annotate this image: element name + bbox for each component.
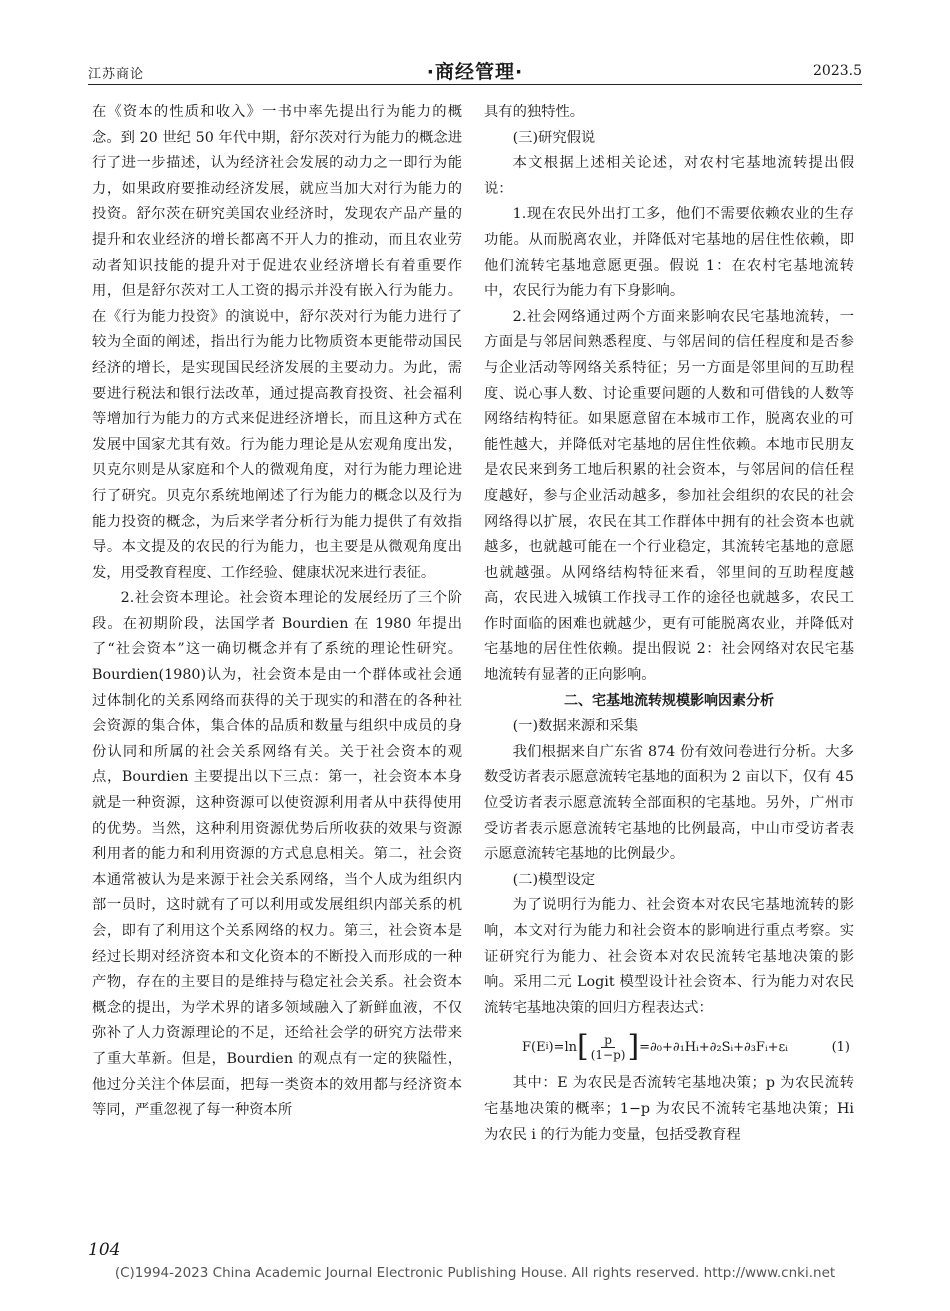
- equation-lhs-end: )=ln: [548, 1039, 577, 1055]
- page-number: 104: [88, 1240, 121, 1260]
- body-paragraph: 为了说明行为能力、社会资本对农民宅基地流转的影响，本文对行为能力和社会资本的影响进行重点考察。实证研究行为能力、社会资本对农民流转宅基地决策的影响。采用二元 Logit 模型设计社会资本、行为能力对农民流转宅基地决策的回归方程表达式：: [484, 897, 854, 1016]
- body-paragraph: 1.现在农民外出打工多，他们不需要依赖农业的生存功能。从而脱离农业，并降低对宅基地的居住性依赖，即他们流转宅基地意愿更强。假说 1：在农村宅基地流转中，农民行为能力有下身影响。: [484, 206, 854, 300]
- subsection-heading: (一)数据来源和采集: [512, 718, 639, 735]
- equation-lhs: F(E: [522, 1039, 546, 1055]
- section-heading: 二、宅基地流转规模影响因素分析: [564, 692, 774, 709]
- header-divider: [88, 84, 862, 85]
- left-column: [92, 100, 462, 1124]
- fraction-numerator: p: [601, 1033, 615, 1048]
- issue-number: 2023.5: [813, 63, 862, 79]
- fraction-denominator: (1−p): [590, 1047, 626, 1062]
- left-bracket: [: [576, 1029, 589, 1065]
- body-paragraph: 本文根据上述相关论述，对农村宅基地流转提出假说：: [484, 155, 854, 197]
- body-paragraph: 我们根据来自广东省 874 份有效问卷进行分析。大多数受访者表示愿意流转宅基地的面积为 2 亩以下，仅有 45 位受访者表示愿意流转全部面积的宅基地。另外，广州市受访者表示愿意流转宅基地的比例最高，中山市受访者表示愿意流转宅基地的比例最少。: [484, 743, 854, 863]
- body-paragraph: 具有的独特性。: [484, 104, 585, 120]
- equation-rhs: =∂₀+∂₁Hᵢ+∂₂Sᵢ+∂₃Fᵢ+εᵢ: [639, 1039, 788, 1055]
- section-title: ·商经管理·: [426, 61, 524, 83]
- right-column: [484, 100, 854, 1148]
- body-paragraph: 其中：E 为农民是否流转宅基地决策；p 为农民流转宅基地决策的概率；1−p 为农民不流转宅基地决策；Hi 为农民 i 的行为能力变量，包括受教育程: [484, 1075, 854, 1143]
- body-paragraph: 2.社会资本理论。社会资本理论的发展经历了三个阶段。在初期阶段，法国学者 Bourdien 在 1980 年提出了“社会资本”这一确切概念并有了系统的理论性研究。Bourdien(1980)认为，社会资本是由一个群体或社会通过体制化的关系网络而获得的关于现实的和潜在的各种社会资源的集合体，集合体的品质和数量与组织中成员的身份认同和所属的社会关系网络有关。关于社会资本的观点，Bourdien 主要提出以下三点：第一，社会资本本身就是一种资源，这种资源可以使资源利用者从中获得使用的优势。当然，这种利用资源优势后所收获的效果与资源利用者的能力和利用资源的方式息息相关。第二，社会资本通常被认为是来源于社会关系网络，当个人成为组织内部一员时，这时就有了可以利用或发展组织内部关系的机会，即有了利用这个关系网络的权力。第三，社会资本是经过长期对经济资本和文化资本的不断投入而形成的一种产物，存在的主要目的是维持与稳定社会关系。社会资本概念的提出，为学术界的诸多领域融入了新鲜血液，不仅弥补了人力资源理论的不足，还给社会学的研究方法带来了重大革新。但是，Bourdien 的观点有一定的狭隘性，他过分关注个体层面，把每一类资本的效用都与经济资本等同，严重忽视了每一种资本所: [92, 590, 462, 1119]
- equation-lhs-subscript: i: [545, 1041, 549, 1052]
- equation-fraction: [591, 1033, 626, 1062]
- right-bracket: ]: [627, 1029, 640, 1065]
- regression-equation: [484, 1025, 854, 1069]
- body-paragraph: 在《资本的性质和收入》一书中率先提出行为能力的概念。到 20 世纪 50 年代中期，舒尔茨对行为能力的概念进行了进一步描述，认为经济社会发展的动力之一即行为能力，如果政府要推动经济发展，就应当加大对行为能力的投资。舒尔茨在研究美国农业经济时，发现农产品产量的提升和农业经济的增长都离不开人力的推动，而且农业劳动者知识技能的提升对于促进农业经济增长有着重要作用，但是舒尔茨对工人工资的揭示并没有嵌入行为能力。在《行为能力投资》的演说中，舒尔茨对行为能力进行了较为全面的阐述，指出行为能力比物质资本更能带动国民经济的增长，是实现国民经济发展的主要动力。为此，需要进行税法和银行法改革，通过提高教育投资、社会福利等增加行为能力的方式来促进经济增长，而且这种方式在发展中国家尤其有效。行为能力理论是从宏观角度出发，贝克尔则是从家庭和个人的微观角度，对行为能力理论进行了研究。贝克尔系统地阐述了行为能力的概念以及行为能力投资的概念，为后来学者分析行为能力提供了有效指导。本文提及的农民的行为能力，也主要是从微观角度出发，用受教育程度、工作经验、健康状况来进行表征。: [92, 104, 462, 581]
- journal-name: 江苏商论: [88, 67, 145, 82]
- subsection-heading: (三)研究假说: [512, 129, 596, 146]
- equation-number: (1): [831, 1039, 850, 1055]
- copyright-footer: (C)1994-2023 China Academic Journal Electronic Publishing House. All rights reserved. http://www.cnki.net: [114, 1265, 836, 1281]
- subsection-heading: (二)模型设定: [512, 871, 596, 888]
- body-paragraph: 2.社会网络通过两个方面来影响农民宅基地流转，一方面是与邻居间熟悉程度、与邻居间的信任程度和是否参与企业活动等网络关系特征；另一方面是邻里间的互助程度、说心事人数、讨论重要问题的人数和可借钱的人数等网络结构特征。如果愿意留在本城市工作，脱离农业的可能性越大，并降低对宅基地的居住性依赖。本地市民朋友是农民来到务工地后积累的社会资本，与邻居间的信任程度越好，参与企业活动越多，参加社会组织的农民的社会网络得以扩展，农民在其工作群体中拥有的社会资本也就越多，也就越可能在一个行业稳定，其流转宅基地的意愿也就越强。从网络结构特征来看，邻里间的互助程度越高，农民进入城镇工作找寻工作的途径也就越多，农民工作时面临的困难也就越少，更有可能脱离农业，并降低对宅基地的居住性依赖。提出假说 2：社会网络对农民宅基地流转有显著的正向影响。: [484, 308, 854, 684]
